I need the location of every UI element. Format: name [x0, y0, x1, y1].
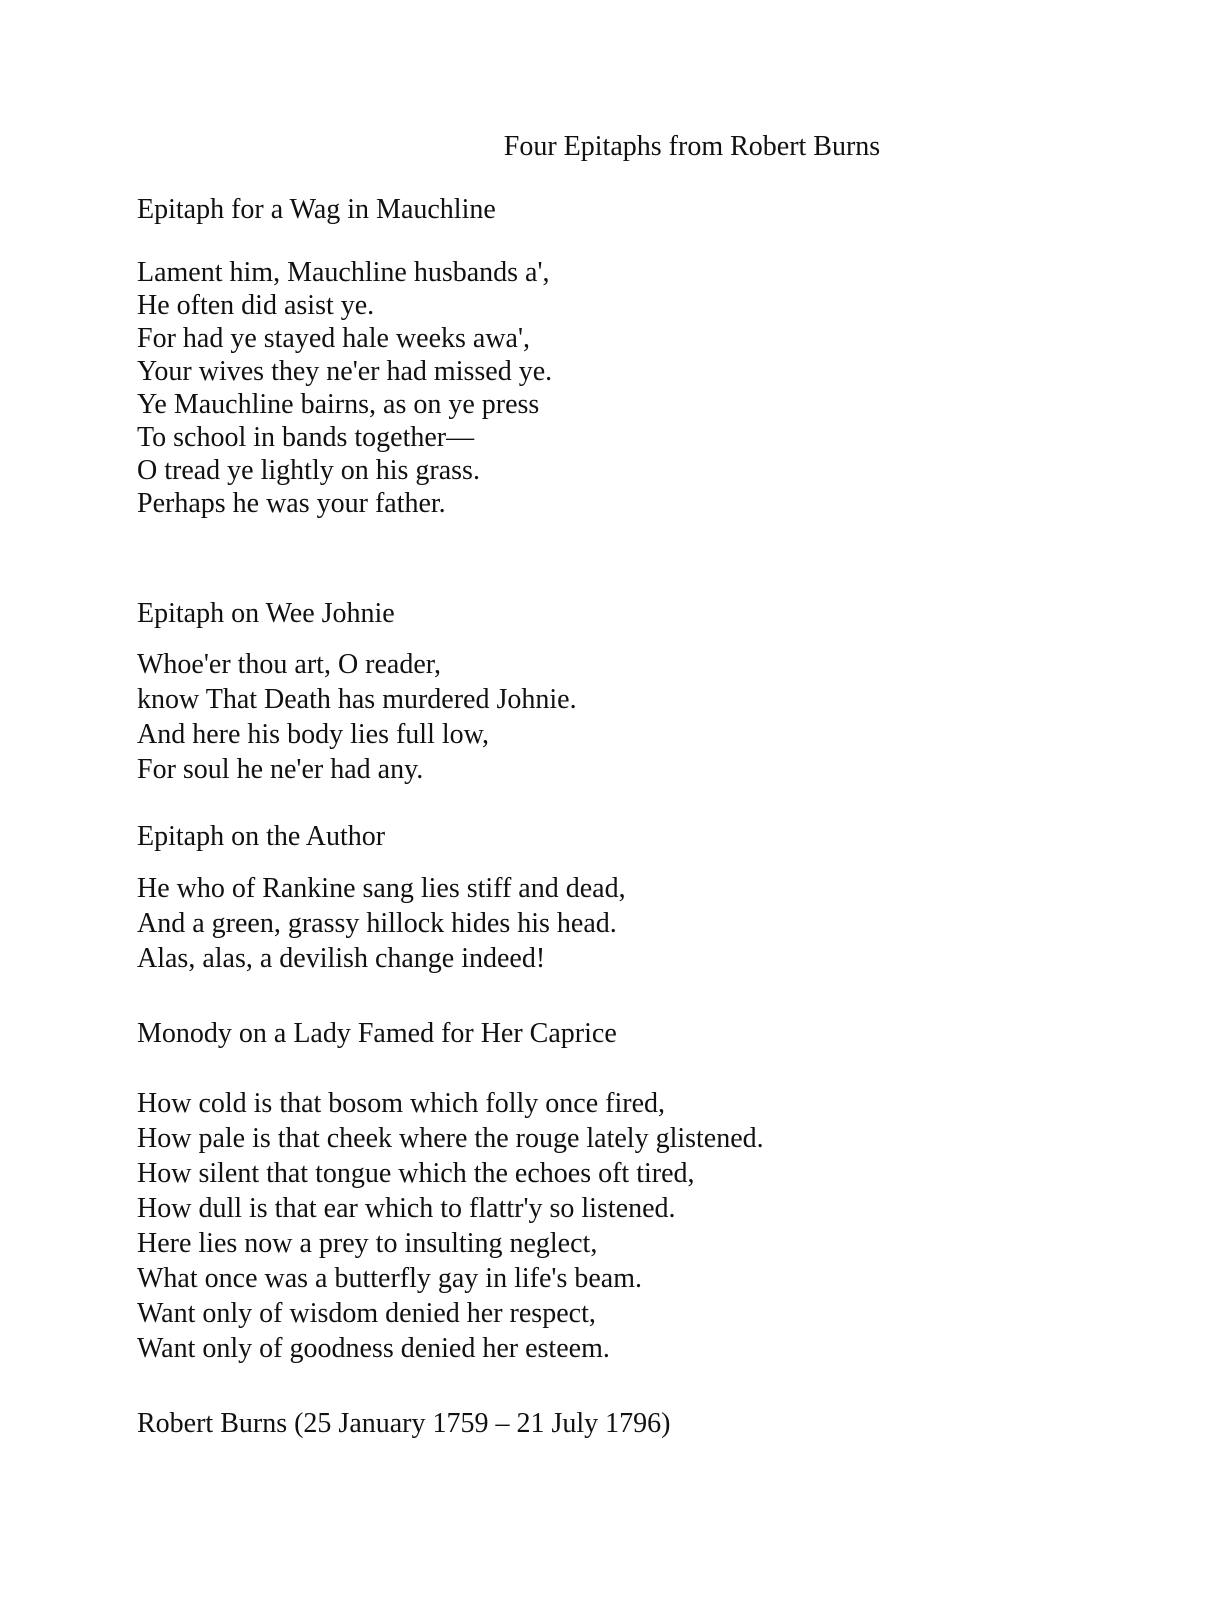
verse-line: Ye Mauchline bairns, as on ye press — [137, 389, 540, 420]
section-heading: Epitaph on Wee Johnie — [137, 598, 395, 629]
verse-line: Perhaps he was your father. — [137, 488, 446, 519]
verse-line: Want only of wisdom denied her respect, — [137, 1298, 596, 1329]
section-wee-johnie — [137, 597, 1137, 631]
verse-line: How pale is that cheek where the rouge lately glistened. — [137, 1123, 764, 1154]
section-wag-in-mauchline — [137, 193, 1137, 227]
verse-line: Alas, alas, a devilish change indeed! — [137, 943, 546, 974]
poem-verse — [137, 1086, 1137, 1366]
verse-line: Your wives they ne'er had missed ye. — [137, 356, 553, 387]
verse-line: And a green, grassy hillock hides his head. — [137, 908, 617, 939]
poem-verse — [137, 256, 1137, 520]
verse-line: He who of Rankine sang lies stiff and dead, — [137, 873, 626, 904]
section-the-author — [137, 820, 1137, 854]
poem-verse — [137, 871, 1137, 976]
verse-line: Lament him, Mauchline husbands a', — [137, 257, 550, 288]
verse-line: For soul he ne'er had any. — [137, 754, 424, 785]
section-heading: Epitaph on the Author — [137, 821, 386, 852]
verse-line: And here his body lies full low, — [137, 719, 490, 750]
verse-line: Here lies now a prey to insulting neglect, — [137, 1228, 598, 1259]
verse-line: To school in bands together— — [137, 422, 475, 453]
verse-line: Want only of goodness denied her esteem. — [137, 1333, 610, 1364]
verse-line: How cold is that bosom which folly once fired, — [137, 1088, 666, 1119]
verse-line: O tread ye lightly on his grass. — [137, 455, 480, 486]
verse-line: He often did asist ye. — [137, 290, 375, 321]
section-heading: Epitaph for a Wag in Mauchline — [137, 194, 496, 225]
verse-line: What once was a butterfly gay in life's beam. — [137, 1263, 642, 1294]
verse-line: For had ye stayed hale weeks awa', — [137, 323, 531, 354]
verse-line: know That Death has murdered Johnie. — [137, 684, 577, 715]
verse-line: How silent that tongue which the echoes oft tired, — [137, 1158, 695, 1189]
verse-line: How dull is that ear which to flattr'y so listened. — [137, 1193, 676, 1224]
section-monody — [137, 1017, 1137, 1051]
section-heading: Monody on a Lady Famed for Her Caprice — [137, 1018, 617, 1049]
poem-verse — [137, 647, 1137, 787]
document-title-row — [0, 130, 1214, 164]
verse-line: Whoe'er thou art, O reader, — [137, 649, 441, 680]
document-title: Four Epitaphs from Robert Burns — [503, 131, 881, 162]
author-attribution: Robert Burns (25 January 1759 – 21 July 1796) — [137, 1408, 671, 1439]
